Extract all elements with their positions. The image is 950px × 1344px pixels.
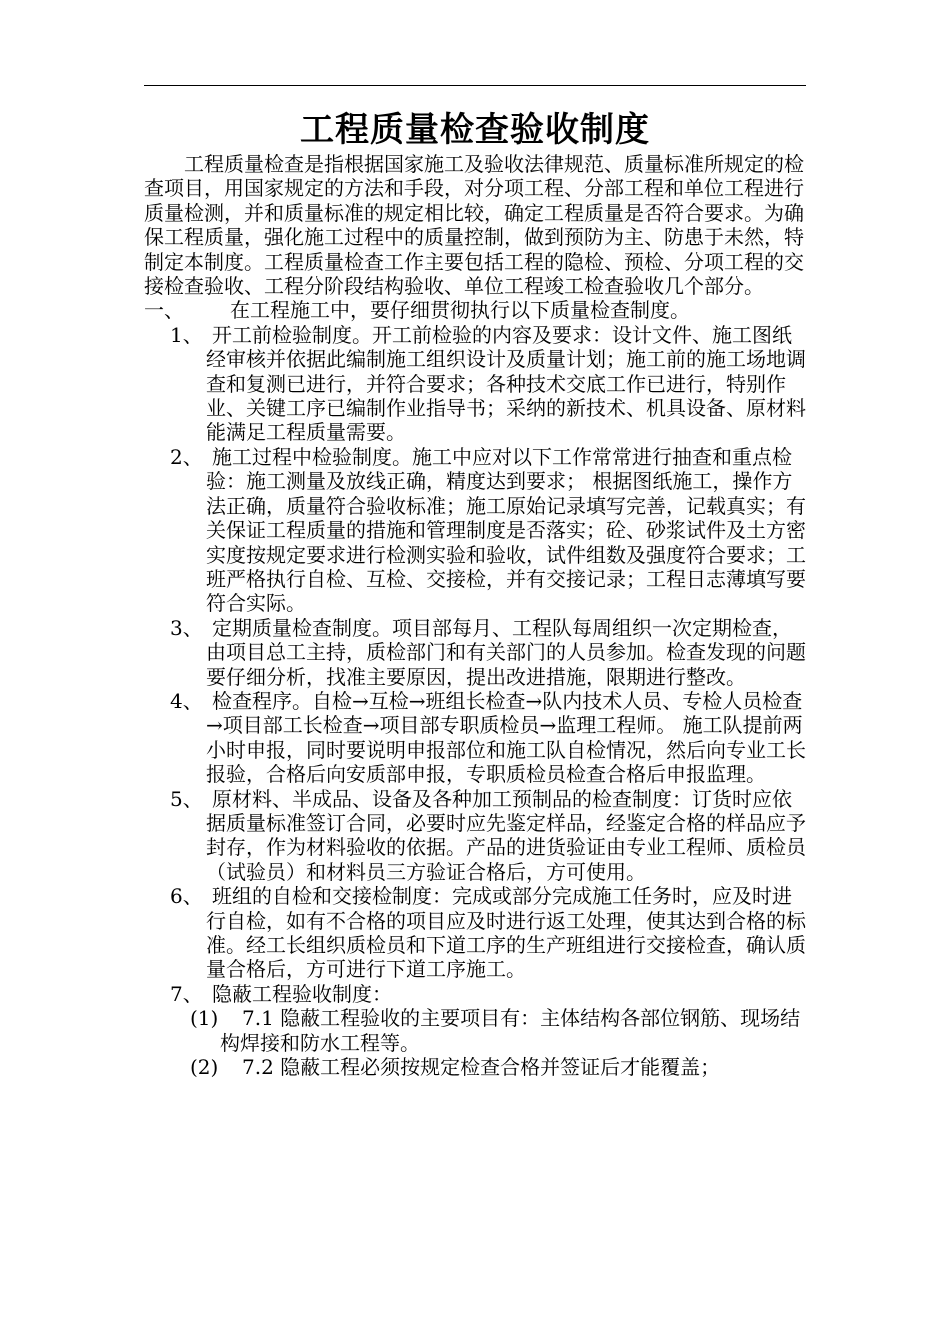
sub-item-text: 7.2 隐蔽工程必须按规定检查合格并签证后才能覆盖； (242, 1055, 721, 1080)
item-text: 施工过程中检验制度。施工中应对以下工作常常进行抽查和重点检验：施工测量及放线正确，精度达到要求； 根据图纸施工，操作方法正确，质量符合验收标准；施工原始记录填写完善，记载真实；有关保证工程质量的措施和管理制度是否落实；砼、砂浆试件及土方密实度按规定要求进行检测实验和验收，试件组数及强度符合要求；工班严格执行自检、互检、交接检，并有交接记录；工程日志薄填写要符合实际。 (206, 444, 806, 616)
sub-item-number: (2) (190, 1055, 219, 1080)
item-number: 7、 (170, 981, 203, 1006)
intro-paragraph: 工程质量检查是指根据国家施工及验收法律规范、质量标准所规定的检查项目，用国家规定的方法和手段，对分项工程、分部工程和单位工程进行质量检测，并和质量标准的规定相比较，确定工程质量是否符合要求。为确保工程质量，强化施工过程中的质量控制，做到预防为主、防患于未然，特制定本制度。工程质量检查工作主要包括工程的隐检、预检、分项工程的交接检查验收、工程分阶段结构验收、单位工程竣工检查验收几个部分。 (144, 152, 804, 299)
sub-list-item (190, 1055, 808, 1079)
list-item (170, 982, 808, 1006)
item-number: 2、 (170, 444, 203, 469)
section-text: 在工程施工中，要仔细贯彻执行以下质量检查制度。 (230, 298, 690, 323)
item-number: 3、 (170, 615, 203, 640)
list-item (170, 884, 808, 982)
list-item (170, 787, 808, 885)
item-text: 隐蔽工程验收制度： (212, 981, 392, 1006)
header-rule (144, 85, 806, 86)
list-item (170, 445, 808, 616)
list-item (170, 616, 808, 689)
item-number: 6、 (170, 884, 203, 909)
item-text: 班组的自检和交接检制度：完成或部分完成施工任务时，应及时进行自检，如有不合格的项目应及时进行返工处理，使其达到合格的标准。经工长组织质检员和下道工序的生产班组进行交接检查，确认质量合格后，方可进行下道工序施工。 (206, 884, 806, 982)
item-text: 定期质量检查制度。项目部每月、工程队每周组织一次定期检查，由项目总工主持，质检部门和有关部门的人员参加。检查发现的问题要仔细分析，找准主要原因，提出改进措施，限期进行整改。 (206, 615, 806, 689)
item-text: 原材料、半成品、设备及各种加工预制品的检查制度：订货时应依据质量标准签订合同，必要时应先鉴定样品，经鉴定合格的样品应予封存，作为材料验收的依据。产品的进货验证由专业工程师、质检员（试验员）和材料员三方验证合格后，方可使用。 (206, 786, 806, 884)
item-text: 开工前检验制度。开工前检验的内容及要求：设计文件、施工图纸经审核并依据此编制施工组织设计及质量计划；施工前的施工场地调查和复测已进行，并符合要求；各种技术交底工作已进行，特别作业、关键工序已编制作业指导书；采纳的新技术、机具设备、原材料能满足工程质量需要。 (206, 322, 806, 445)
page-title: 工程质量检查验收制度 (300, 110, 650, 150)
item-number: 5、 (170, 786, 203, 811)
item-number: 4、 (170, 688, 203, 713)
item-number: 1、 (170, 322, 203, 347)
sub-item-text: 7.1 隐蔽工程验收的主要项目有：主体结构各部位钢筋、现场结构焊接和防水工程等。 (220, 1006, 801, 1055)
item-text: 检查程序。自检→互检→班组长检查→队内技术人员、专检人员检查→项目部工长检查→项目部专职质检员→监理工程师。 施工队提前两小时申报，同时要说明申报部位和施工队自检情况，然后向专业工长报验，合格后向安质部申报，专职质检员检查合格后申报监理。 (206, 688, 806, 787)
section-number: 一、 (144, 298, 184, 323)
document-body (144, 152, 808, 1079)
sub-item-number: (1) (190, 1006, 219, 1031)
sub-list-item (190, 1006, 808, 1055)
list-item (170, 323, 808, 445)
list-item (170, 689, 808, 787)
section-heading-1 (144, 298, 808, 322)
